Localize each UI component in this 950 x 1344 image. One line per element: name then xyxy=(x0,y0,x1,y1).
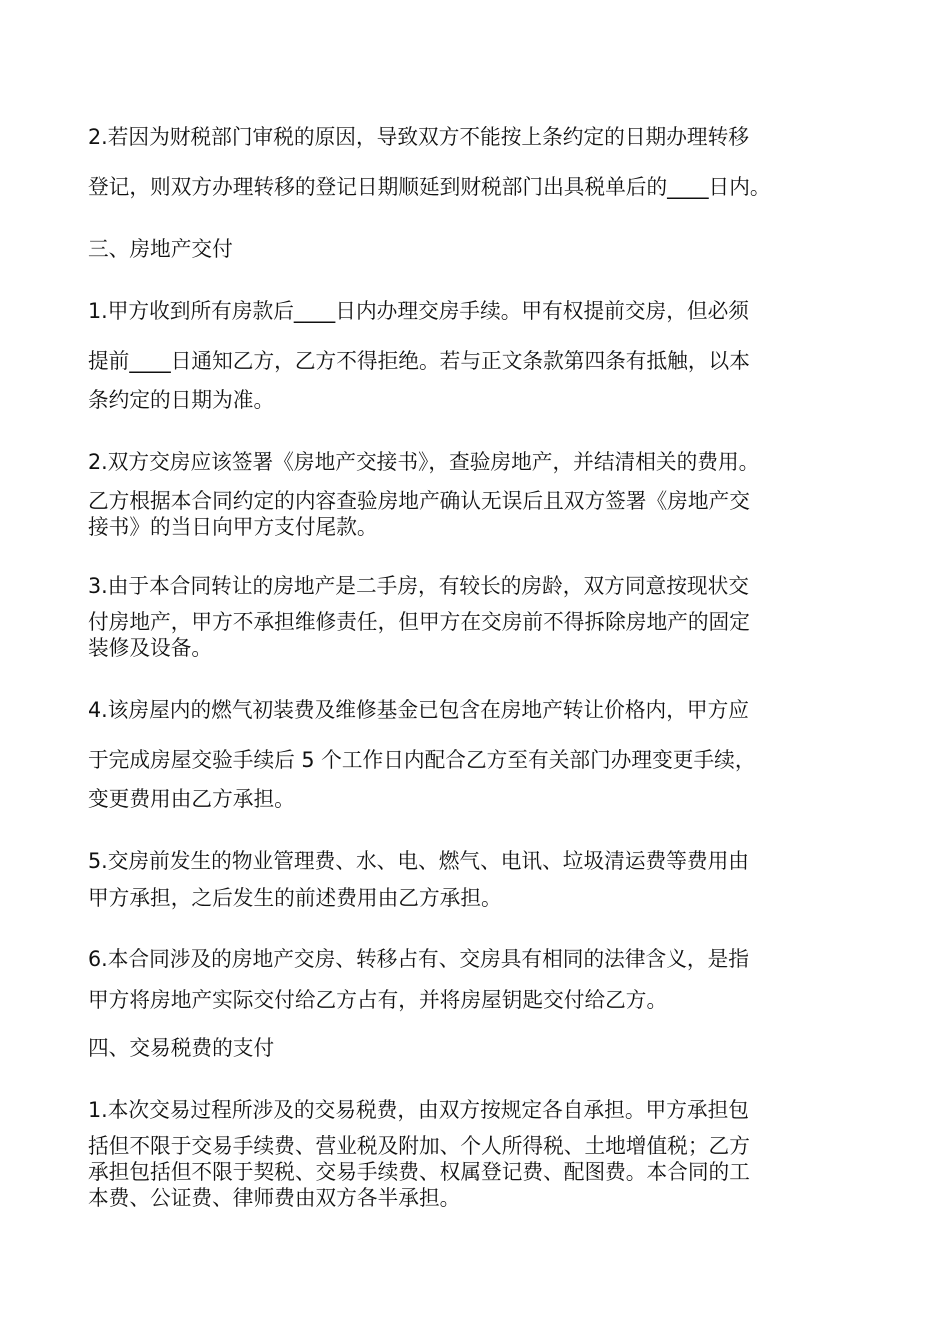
clause-delivery-5-line-2: 甲方承担，之后发生的前述费用由乙方承担。 xyxy=(88,886,502,910)
clause-3-2-line-2: 登记，则双方办理转移的登记日期顺延到财税部门出具税单后的____日内。 xyxy=(88,175,771,199)
clause-delivery-3-line-2: 付房地产，甲方不承担维修责任，但甲方在交房前不得拆除房地产的固定 xyxy=(88,610,750,634)
clause-delivery-5-line-1: 5.交房前发生的物业管理费、水、电、燃气、电讯、垃圾清运费等费用由 xyxy=(88,849,749,873)
clause-tax-1-line-3: 承担包括但不限于契税、交易手续费、权属登记费、配图费。本合同的工 xyxy=(88,1160,750,1184)
section-heading-taxes: 四、交易税费的支付 xyxy=(88,1036,275,1060)
clause-delivery-4-line-1: 4.该房屋内的燃气初装费及维修基金已包含在房地产转让价格内，甲方应 xyxy=(88,698,749,722)
clause-delivery-6-line-2: 甲方将房地产实际交付给乙方占有，并将房屋钥匙交付给乙方。 xyxy=(88,988,668,1012)
clause-delivery-1-line-1: 1.甲方收到所有房款后____日内办理交房手续。甲有权提前交房，但必须 xyxy=(88,299,749,323)
clause-delivery-2-line-2: 乙方根据本合同约定的内容查验房地产确认无误后且双方签署《房地产交 xyxy=(88,489,750,513)
clause-delivery-4-line-2: 于完成房屋交验手续后 5 个工作日内配合乙方至有关部门办理变更手续， xyxy=(88,748,756,772)
clause-delivery-3-line-1: 3.由于本合同转让的房地产是二手房，有较长的房龄，双方同意按现状交 xyxy=(88,574,749,598)
clause-delivery-3-line-3: 装修及设备。 xyxy=(88,636,213,660)
clause-delivery-2-line-3: 接书》的当日向甲方支付尾款。 xyxy=(88,515,378,539)
clause-delivery-6-line-1: 6.本合同涉及的房地产交房、转移占有、交房具有相同的法律含义，是指 xyxy=(88,947,749,971)
clause-delivery-2-line-1: 2.双方交房应该签署《房地产交接书》，查验房地产，并结清相关的费用。 xyxy=(88,450,760,474)
section-heading-delivery: 三、房地产交付 xyxy=(88,237,233,261)
clause-tax-1-line-2: 括但不限于交易手续费、营业税及附加、个人所得税、土地增值税；乙方 xyxy=(88,1134,750,1158)
clause-tax-1-line-4: 本费、公证费、律师费由双方各半承担。 xyxy=(88,1186,461,1210)
clause-tax-1-line-1: 1.本次交易过程所涉及的交易税费，由双方按规定各自承担。甲方承担包 xyxy=(88,1098,749,1122)
clause-delivery-1-line-2: 提前____日通知乙方，乙方不得拒绝。若与正文条款第四条有抵触，以本 xyxy=(88,349,750,373)
clause-delivery-4-line-3: 变更费用由乙方承担。 xyxy=(88,787,295,811)
clause-delivery-1-line-3: 条约定的日期为准。 xyxy=(88,388,275,412)
clause-3-2-line-1: 2.若因为财税部门审税的原因，导致双方不能按上条约定的日期办理转移 xyxy=(88,125,749,149)
